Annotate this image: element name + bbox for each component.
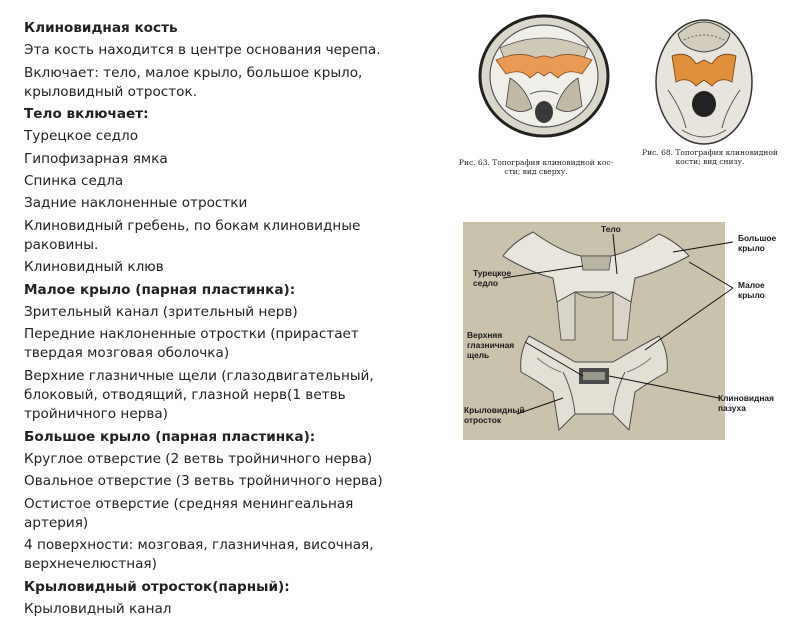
list-item: Гипофизарная ямка [24, 150, 168, 167]
list-item: Крыловидный канал [24, 601, 172, 618]
list-item: Клиновидный клюв [24, 259, 164, 276]
list-item: Остистое отверстие (средняя менингеальная артерия) [24, 495, 354, 531]
list-item: Задние наклоненные отростки [24, 195, 248, 212]
list-item: Зрительный канал (зрительный нерв) [24, 303, 298, 320]
label-pterygoid-process: Крыловидный отросток [464, 405, 525, 425]
slide-title: Клиновидная кость [24, 20, 178, 36]
list-item: Турецкое седло [24, 128, 139, 145]
skull-bottom-view-figure [648, 10, 760, 148]
label-body: Тело [601, 224, 621, 234]
label-sella-turcica: Турецкое седло [473, 268, 512, 288]
label-superior-orbital-fissure: Верхняя глазничная щель [467, 330, 515, 360]
figure-63-caption: Рис. 63. Топография клиновидной кос- сти; вид сверху. [458, 158, 614, 176]
list-item: Круглое отверстие (2 ветвь тройничного нерва) [24, 450, 373, 467]
bullet-list [24, 41, 460, 619]
list-item: Овальное отверстие (3 ветвь тройничного нерва) [24, 473, 383, 490]
list-item: Эта кость находится в центре основания черепа. [24, 42, 381, 59]
text-column [24, 19, 460, 619]
section-heading: Крыловидный отросток(парный): [24, 578, 290, 595]
list-item: Спинка седла [24, 173, 124, 190]
list-item: Включает: тело, малое крыло, большое крыло, крыловидный отросток. [24, 64, 363, 100]
label-greater-wing: Большое крыло [738, 233, 777, 253]
list-item: Клиновидный гребень, по бокам клиновидные раковины. [24, 217, 361, 253]
label-sphenoid-sinus: Клиновидная пазуха [718, 393, 774, 413]
list-item: 4 поверхности: мозговая, глазничная, височная, верхнечелюстная) [24, 537, 374, 573]
list-item: Передние наклоненные отростки (прирастает твердая мозговая оболочка) [24, 326, 359, 362]
label-lesser-wing: Малое крыло [738, 280, 765, 300]
section-heading: Тело включает: [24, 106, 149, 123]
section-heading: Большое крыло (парная пластинка): [24, 428, 316, 445]
section-heading: Малое крыло (парная пластинка): [24, 281, 296, 298]
figure-68-caption: Рис. 68. Топография клиновидной кости; вид снизу. [642, 148, 778, 166]
list-item: Верхние глазничные щели (глазодвигательный, блоковый, отводящий, глазной нерв(1 ветвь тройничного нерва) [24, 367, 374, 423]
skull-top-view-figure [470, 8, 618, 156]
